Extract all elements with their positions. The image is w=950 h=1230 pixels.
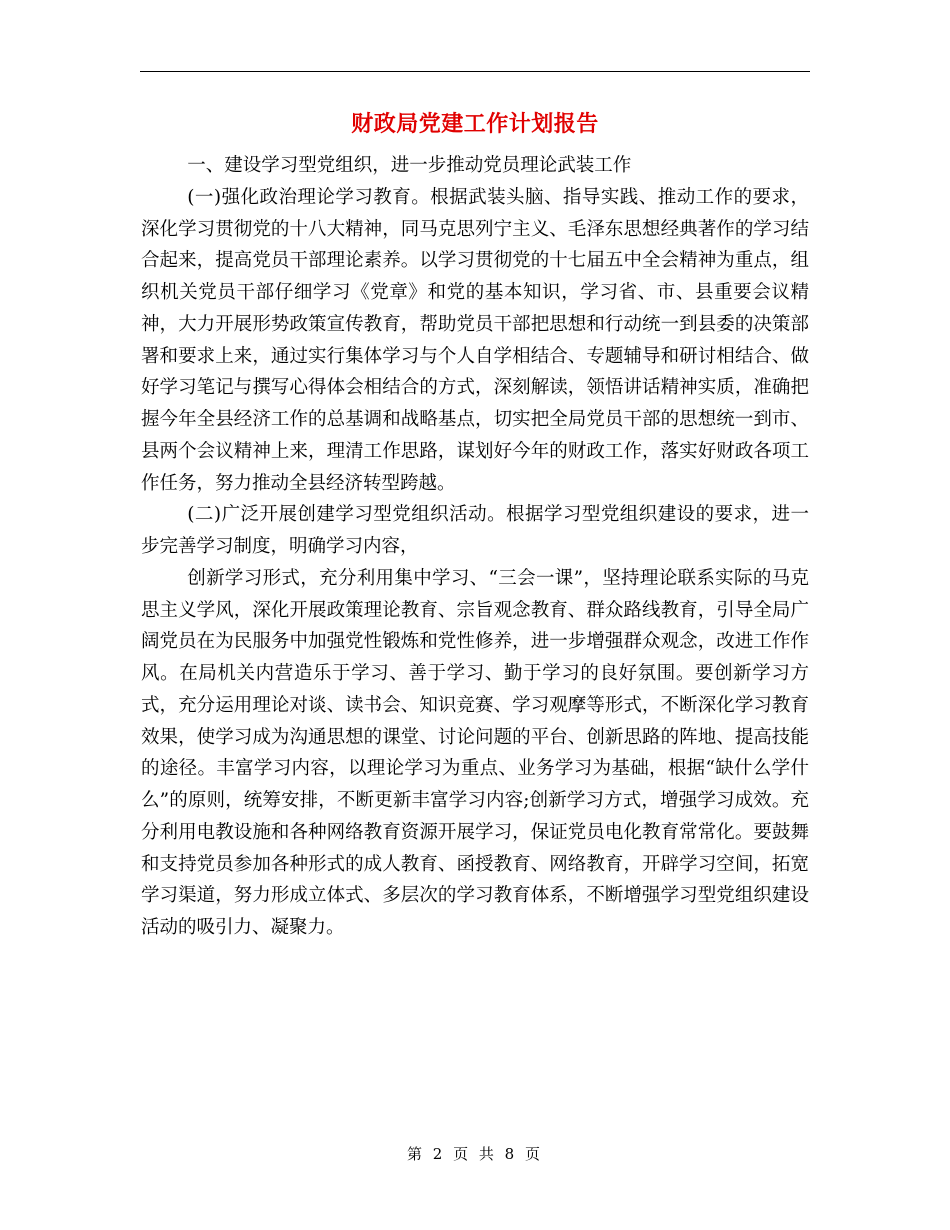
document-body: [141, 150, 809, 944]
body-paragraph: (一)强化政治理论学习教育。根据武装头脑、指导实践、推动工作的要求，深化学习贯彻党的十八大精神，同马克思列宁主义、毛泽东思想经典著作的学习结合起来，提高党员干部理论素养。以学习贯彻党的十七届五中全会精神为重点，组织机关党员干部仔细学习《党章》和党的基本知识，学习省、市、县重要会议精神，大力开展形势政策宣传教育，帮助党员干部把思想和行动统一到县委的决策部署和要求上来，通过实行集体学习与个人自学相结合、专题辅导和研讨相结合、做好学习笔记与撰写心得体会相结合的方式，深刻解读，领悟讲话精神实质，准确把握今年全县经济工作的总基调和战略基点，切实把全局党员干部的思想统一到市、县两个会议精神上来，理清工作思路，谋划好今年的财政工作，落实好财政各项工作任务，努力推动全县经济转型跨越。: [141, 186, 809, 494]
page-number-footer: 第 2 页 共 8 页: [407, 1145, 543, 1163]
body-paragraph: 创新学习形式，充分利用集中学习、“三会一课”，坚持理论联系实际的马克思主义学风，深化开展政策理论教育、宗旨观念教育、群众路线教育，引导全局广阔党员在为民服务中加强党性锻炼和党性修养，进一步增强群众观念，改进工作作风。在局机关内营造乐于学习、善于学习、勤于学习的良好氛围。要创新学习方式，充分运用理论对谈、读书会、知识竞赛、学习观摩等形式，不断深化学习教育效果，使学习成为沟通思想的课堂、讨论问题的平台、创新思路的阵地、提高技能的途径。丰富学习内容，以理论学习为重点、业务学习为基础，根据“缺什么学什么”的原则，统筹安排，不断更新丰富学习内容;创新学习方式，增强学习成效。充分利用电教设施和各种网络教育资源开展学习，保证党员电化教育常常化。要鼓舞和支持党员参加各种形式的成人教育、函授教育、网络教育，开辟学习空间，拓宽学习渠道，努力形成立体式、多层次的学习教育体系，不断增强学习型党组织建设活动的吸引力、凝聚力。: [141, 567, 809, 938]
section-heading: 一、建设学习型党组织，进一步推动党员理论武装工作: [187, 155, 632, 176]
body-paragraph: (二)广泛开展创建学习型党组织活动。根据学习型党组织建设的要求，进一步完善学习制度，明确学习内容，: [141, 504, 809, 557]
document-title: 财政局党建工作计划报告: [351, 111, 599, 137]
header-rule: [140, 71, 810, 72]
